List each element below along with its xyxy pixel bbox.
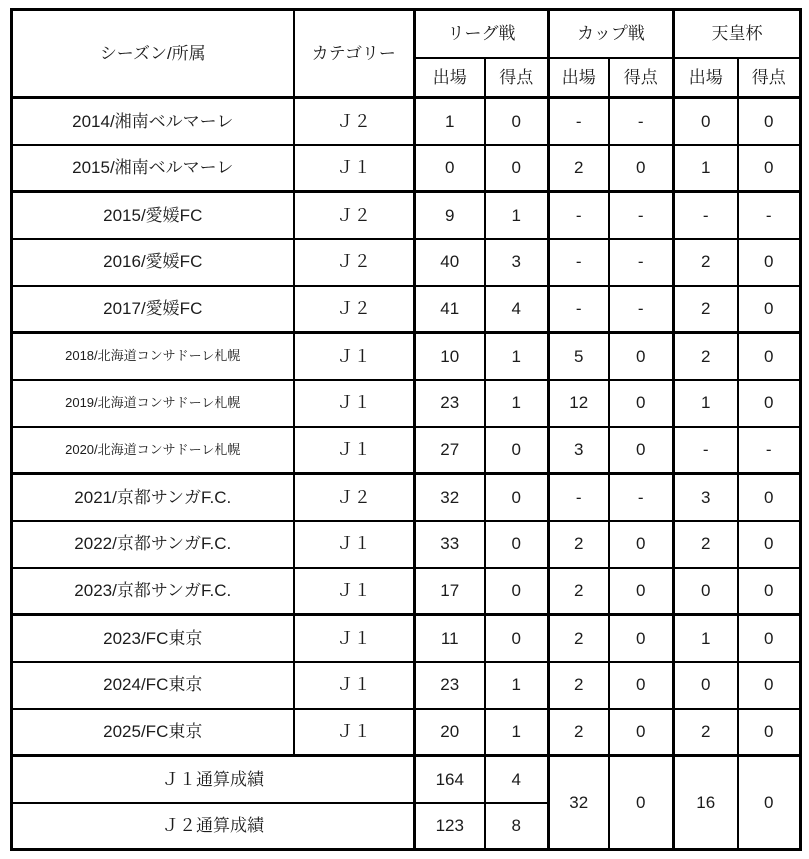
category-cell: Ｊ２ bbox=[294, 98, 415, 145]
season-club-cell: 2019/北海道コンサドーレ札幌 bbox=[12, 380, 294, 427]
cup-apps-cell: - bbox=[549, 239, 609, 286]
league-goals-cell: 0 bbox=[485, 145, 549, 192]
emperors-cup-goals-cell: 0 bbox=[738, 709, 801, 756]
table-row bbox=[12, 568, 801, 615]
season-club-header: シーズン/所属 bbox=[12, 10, 294, 98]
league-goals-cell: 0 bbox=[485, 474, 549, 521]
league-goals-cell: 1 bbox=[485, 192, 549, 239]
league-apps-cell: 9 bbox=[415, 192, 485, 239]
cup-apps-cell: 5 bbox=[549, 333, 609, 380]
cup-goals-cell: - bbox=[609, 192, 674, 239]
cup-apps-cell: 12 bbox=[549, 380, 609, 427]
league-apps-cell: 23 bbox=[415, 662, 485, 709]
cup-goals-cell: 0 bbox=[609, 568, 674, 615]
cup-goals-cell: 0 bbox=[609, 709, 674, 756]
cup-goals-cell: - bbox=[609, 239, 674, 286]
goals-subheader: 得点 bbox=[485, 58, 549, 98]
category-cell: Ｊ１ bbox=[294, 662, 415, 709]
cup-goals-cell: - bbox=[609, 98, 674, 145]
totals-league-apps-cell: 164 bbox=[415, 756, 485, 803]
apps-subheader: 出場 bbox=[549, 58, 609, 98]
table-row bbox=[12, 286, 801, 333]
goals-subheader: 得点 bbox=[738, 58, 801, 98]
table-row bbox=[12, 427, 801, 474]
totals-rows bbox=[12, 756, 801, 850]
emperors-cup-goals-cell: 0 bbox=[738, 333, 801, 380]
emperors-cup-goals-cell: 0 bbox=[738, 380, 801, 427]
emperors-cup-apps-cell: - bbox=[674, 427, 738, 474]
season-club-cell: 2021/京都サンガF.C. bbox=[12, 474, 294, 521]
totals-label-cell: Ｊ１通算成績 bbox=[12, 756, 415, 803]
category-cell: Ｊ１ bbox=[294, 521, 415, 568]
table-header bbox=[12, 10, 801, 98]
league-goals-cell: 0 bbox=[485, 568, 549, 615]
header-group-row bbox=[12, 10, 801, 58]
apps-subheader: 出場 bbox=[674, 58, 738, 98]
table-row bbox=[12, 333, 801, 380]
emperors-cup-apps-cell: 0 bbox=[674, 98, 738, 145]
season-club-cell: 2016/愛媛FC bbox=[12, 239, 294, 286]
cup-goals-cell: 0 bbox=[609, 615, 674, 662]
category-cell: Ｊ１ bbox=[294, 380, 415, 427]
category-cell: Ｊ１ bbox=[294, 615, 415, 662]
category-cell: Ｊ１ bbox=[294, 709, 415, 756]
table-row bbox=[12, 239, 801, 286]
apps-subheader: 出場 bbox=[415, 58, 485, 98]
emperors-cup-apps-cell: 2 bbox=[674, 333, 738, 380]
table-row bbox=[12, 709, 801, 756]
category-cell: Ｊ２ bbox=[294, 474, 415, 521]
season-club-cell: 2018/北海道コンサドーレ札幌 bbox=[12, 333, 294, 380]
emperors-cup-goals-cell: 0 bbox=[738, 145, 801, 192]
league-group-header: リーグ戦 bbox=[415, 10, 549, 58]
league-goals-cell: 1 bbox=[485, 380, 549, 427]
emperors-cup-apps-cell: 2 bbox=[674, 239, 738, 286]
cup-apps-cell: 2 bbox=[549, 145, 609, 192]
emperors-cup-apps-cell: 1 bbox=[674, 380, 738, 427]
cup-apps-cell: 2 bbox=[549, 709, 609, 756]
emperors-cup-goals-cell: 0 bbox=[738, 662, 801, 709]
league-goals-cell: 0 bbox=[485, 521, 549, 568]
emperors-cup-goals-cell: - bbox=[738, 427, 801, 474]
emperors-cup-goals-cell: 0 bbox=[738, 521, 801, 568]
emperors-cup-apps-cell: 2 bbox=[674, 709, 738, 756]
table-row bbox=[12, 380, 801, 427]
table-row bbox=[12, 98, 801, 145]
league-apps-cell: 11 bbox=[415, 615, 485, 662]
season-club-cell: 2022/京都サンガF.C. bbox=[12, 521, 294, 568]
emperors-cup-goals-cell: - bbox=[738, 192, 801, 239]
emperors-cup-apps-cell: 0 bbox=[674, 568, 738, 615]
totals-cup-goals-cell: 0 bbox=[609, 756, 674, 850]
totals-league-goals-cell: 4 bbox=[485, 756, 549, 803]
cup-goals-cell: 0 bbox=[609, 333, 674, 380]
emperors-cup-apps-cell: 1 bbox=[674, 145, 738, 192]
league-goals-cell: 4 bbox=[485, 286, 549, 333]
season-club-cell: 2023/FC東京 bbox=[12, 615, 294, 662]
emperors-cup-apps-cell: 3 bbox=[674, 474, 738, 521]
totals-league-goals-cell: 8 bbox=[485, 803, 549, 850]
league-apps-cell: 1 bbox=[415, 98, 485, 145]
emperors-cup-goals-cell: 0 bbox=[738, 98, 801, 145]
season-rows bbox=[12, 98, 801, 756]
cup-apps-cell: 2 bbox=[549, 662, 609, 709]
category-cell: Ｊ１ bbox=[294, 427, 415, 474]
cup-goals-cell: 0 bbox=[609, 145, 674, 192]
totals-label-cell: Ｊ２通算成績 bbox=[12, 803, 415, 850]
emperors-cup-goals-cell: 0 bbox=[738, 615, 801, 662]
table-row bbox=[12, 474, 801, 521]
league-apps-cell: 20 bbox=[415, 709, 485, 756]
cup-goals-cell: - bbox=[609, 286, 674, 333]
league-apps-cell: 40 bbox=[415, 239, 485, 286]
cup-apps-cell: 2 bbox=[549, 568, 609, 615]
emperors-cup-goals-cell: 0 bbox=[738, 239, 801, 286]
league-goals-cell: 1 bbox=[485, 333, 549, 380]
emperors-cup-apps-cell: 0 bbox=[674, 662, 738, 709]
cup-apps-cell: - bbox=[549, 192, 609, 239]
cup-apps-cell: 3 bbox=[549, 427, 609, 474]
league-apps-cell: 17 bbox=[415, 568, 485, 615]
totals-emperors-cup-goals-cell: 0 bbox=[738, 756, 801, 850]
table-row bbox=[12, 662, 801, 709]
cup-apps-cell: - bbox=[549, 474, 609, 521]
category-cell: Ｊ１ bbox=[294, 568, 415, 615]
cup-goals-cell: 0 bbox=[609, 662, 674, 709]
cup-apps-cell: 2 bbox=[549, 521, 609, 568]
emperors-cup-apps-cell: 2 bbox=[674, 286, 738, 333]
emperors-cup-group-header: 天皇杯 bbox=[674, 10, 801, 58]
season-club-cell: 2014/湘南ベルマーレ bbox=[12, 98, 294, 145]
table-row bbox=[12, 521, 801, 568]
emperors-cup-goals-cell: 0 bbox=[738, 568, 801, 615]
season-club-cell: 2023/京都サンガF.C. bbox=[12, 568, 294, 615]
season-club-cell: 2025/FC東京 bbox=[12, 709, 294, 756]
league-goals-cell: 0 bbox=[485, 615, 549, 662]
emperors-cup-apps-cell: 2 bbox=[674, 521, 738, 568]
category-header: カテゴリー bbox=[294, 10, 415, 98]
cup-goals-cell: 0 bbox=[609, 427, 674, 474]
league-goals-cell: 1 bbox=[485, 662, 549, 709]
season-club-cell: 2015/愛媛FC bbox=[12, 192, 294, 239]
category-cell: Ｊ２ bbox=[294, 239, 415, 286]
table-row bbox=[12, 145, 801, 192]
league-apps-cell: 33 bbox=[415, 521, 485, 568]
league-goals-cell: 1 bbox=[485, 709, 549, 756]
league-apps-cell: 27 bbox=[415, 427, 485, 474]
season-club-cell: 2015/湘南ベルマーレ bbox=[12, 145, 294, 192]
table-row bbox=[12, 615, 801, 662]
table-row bbox=[12, 192, 801, 239]
season-club-cell: 2024/FC東京 bbox=[12, 662, 294, 709]
season-club-cell: 2017/愛媛FC bbox=[12, 286, 294, 333]
league-goals-cell: 3 bbox=[485, 239, 549, 286]
totals-cup-apps-cell: 32 bbox=[549, 756, 609, 850]
league-apps-cell: 41 bbox=[415, 286, 485, 333]
league-apps-cell: 23 bbox=[415, 380, 485, 427]
league-goals-cell: 0 bbox=[485, 98, 549, 145]
league-apps-cell: 32 bbox=[415, 474, 485, 521]
career-stats-table bbox=[10, 8, 802, 851]
category-cell: Ｊ１ bbox=[294, 333, 415, 380]
league-apps-cell: 10 bbox=[415, 333, 485, 380]
category-cell: Ｊ２ bbox=[294, 286, 415, 333]
emperors-cup-goals-cell: 0 bbox=[738, 286, 801, 333]
cup-goals-cell: 0 bbox=[609, 380, 674, 427]
cup-apps-cell: - bbox=[549, 98, 609, 145]
totals-league-apps-cell: 123 bbox=[415, 803, 485, 850]
goals-subheader: 得点 bbox=[609, 58, 674, 98]
league-goals-cell: 0 bbox=[485, 427, 549, 474]
emperors-cup-apps-cell: - bbox=[674, 192, 738, 239]
emperors-cup-goals-cell: 0 bbox=[738, 474, 801, 521]
cup-apps-cell: 2 bbox=[549, 615, 609, 662]
emperors-cup-apps-cell: 1 bbox=[674, 615, 738, 662]
league-apps-cell: 0 bbox=[415, 145, 485, 192]
totals-emperors-cup-apps-cell: 16 bbox=[674, 756, 738, 850]
cup-group-header: カップ戦 bbox=[549, 10, 674, 58]
cup-goals-cell: 0 bbox=[609, 521, 674, 568]
season-club-cell: 2020/北海道コンサドーレ札幌 bbox=[12, 427, 294, 474]
j1-totals-row bbox=[12, 756, 801, 803]
cup-goals-cell: - bbox=[609, 474, 674, 521]
category-cell: Ｊ２ bbox=[294, 192, 415, 239]
category-cell: Ｊ１ bbox=[294, 145, 415, 192]
cup-apps-cell: - bbox=[549, 286, 609, 333]
